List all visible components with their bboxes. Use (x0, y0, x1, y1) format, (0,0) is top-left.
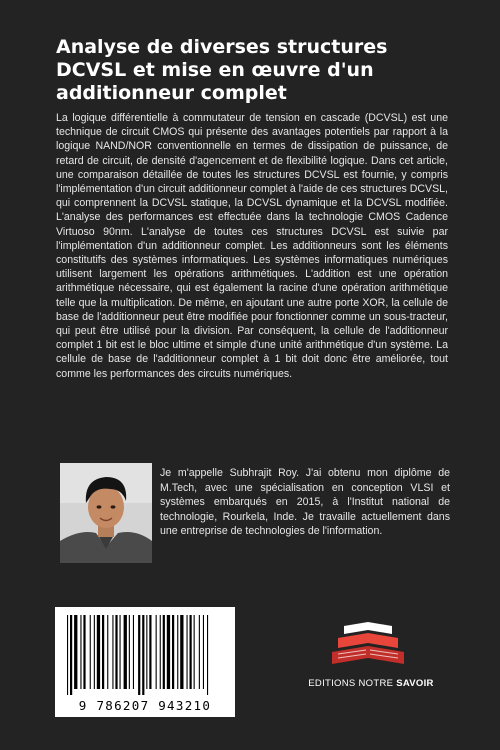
author-bio: Je m'appelle Subhrajit Roy. J'ai obtenu mon diplôme de M.Tech, avec une spécialisation en conception VLSI et systèmes embarqués en 2015, à l'Institut national de technologie, Rourkela, Inde. Je travaille actuellement dans une entreprise de technologies de l'information. (160, 467, 450, 538)
barcode-bar (80, 615, 81, 689)
barcode-bar (177, 615, 178, 689)
publisher-logo (318, 620, 418, 677)
barcode-bar (207, 615, 208, 695)
book-stack-icon (318, 620, 418, 672)
publisher-name (286, 678, 456, 689)
barcode-bar (94, 615, 95, 689)
author-photo (60, 463, 152, 563)
barcode-bar (172, 615, 174, 689)
barcode-bar (129, 615, 130, 689)
barcode-bar (107, 615, 108, 689)
barcode-bar (83, 615, 85, 689)
barcode-bar (190, 615, 192, 689)
barcode-bar (90, 615, 91, 689)
barcode-bar (124, 615, 127, 689)
barcode-bar (120, 615, 121, 689)
barcode-bar (142, 615, 144, 695)
barcode-bar (146, 615, 147, 689)
barcode-bar (112, 615, 113, 689)
barcode-bar (199, 615, 200, 689)
publisher-name-bold: SAVOIR (396, 678, 434, 689)
barcode-bar (156, 615, 157, 689)
barcode-bar (160, 615, 161, 689)
barcode-bar (203, 615, 204, 689)
publisher-name-prefix: EDITIONS NOTRE (308, 678, 397, 689)
barcode-bar (70, 615, 72, 695)
isbn-digits: 9 786207 943210 (78, 698, 212, 713)
barcode-bar (149, 615, 151, 689)
barcode-bar (138, 615, 140, 695)
barcode-bars (55, 607, 235, 697)
barcode-bar (163, 615, 165, 689)
barcode-bar (180, 615, 183, 689)
barcode-bar (74, 615, 77, 689)
barcode (55, 607, 235, 717)
barcode-bar (167, 615, 170, 689)
barcode-bar (97, 615, 100, 689)
abstract-text: La logique différentielle à commutateur de tension en cascade (DCVSL) est une technique de circuit CMOS qui présente des avantages potentiels par rapport à la logique NAND/NOR conventionnelle en termes de dissipation de puissance, de retard de circuit, de densité d'agencement et de flexibilité logique. Dans cet article, une comparaison détaillée de toutes les structures DCVSL est fournie, y compris l'implémentation d'un circuit additionneur complet à l'aide de ces structures DCVSL, qui comprennent la DCVSL statique, la DCVSL dynamique et la DCVSL modifiée. L'analyse des performances est effectuée dans la technologie CMOS Cadence Virtuoso 90nm. L'analyse de toutes ces structures DCVSL est suivie par l'implémentation d'un additionneur complet. Les additionneurs sont les éléments constitutifs des systèmes informatiques. Les systèmes informatiques numériques utilisent largement les opérations arithmétiques. L'addition est une opération arithmétique nécessaire, qui est également la racine d'une opération arithmétique telle que la multiplication. De même, en ajoutant une autre porte XOR, la cellule de base de l'additionneur peut être modifiée pour fonctionner comme un sous-tracteur, qui peut être utilisé pour la division. Par conséquent, la cellule de l'additionneur complet 1 bit est le bloc ultime et simple d'une unité arithmétique d'un système. La cellule de base de l'additionneur complet à 1 bit doit donc être améliorée, tout comme les performances des circuits numériques. (56, 112, 448, 380)
barcode-bar (187, 615, 188, 689)
barcode-bar (102, 615, 104, 689)
barcode-bar (67, 615, 68, 695)
barcode-bar (115, 615, 117, 689)
barcode-bar (194, 615, 195, 689)
book-title: Analyse de diverses structures DCVSL et mise en œuvre d'un additionneur complet (56, 36, 388, 104)
barcode-bar (133, 615, 134, 689)
